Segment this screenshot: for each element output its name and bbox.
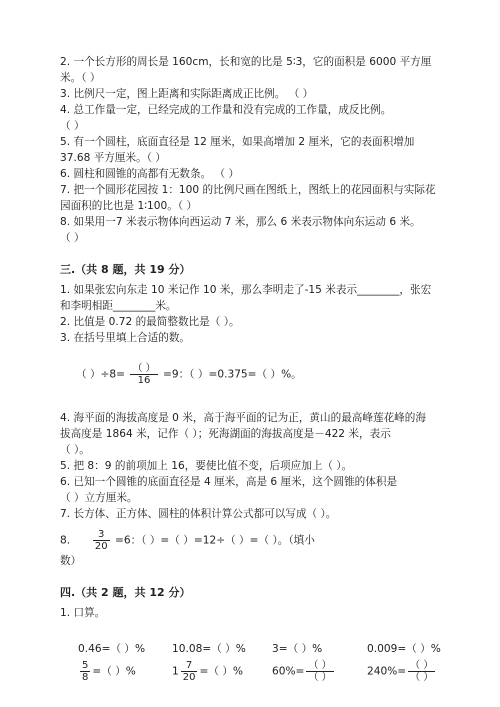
s3-q1-line1: 1. 如果张宏向东走 10 米记作 10 米，那么李明走了-15 米表示________，张宏 [60, 284, 432, 296]
oral-calc-6 [172, 660, 243, 683]
s3-q8-tail: 数） [60, 555, 82, 567]
oral-calc-8 [367, 660, 437, 683]
s3-q8-frac-den: 20 [94, 541, 108, 552]
s3-q8-frac-num: 3 [93, 529, 110, 541]
tf-item-4-line1: 4. 总工作量一定，已经完成的工作量和没有完成的工作量，成反比例。 [60, 104, 392, 116]
s3-q3-part1: （ ）÷8= [76, 368, 126, 381]
oral-calc-5-rest: =（ ）% [92, 665, 136, 678]
oral-calc-5 [78, 660, 136, 683]
s3-q3-fraction [130, 363, 157, 386]
s3-q4-line2: 拔高度是 1864 米，记作（ ）；死海湖面的海拔高度是－422 米，表示 [60, 428, 391, 440]
s3-q8-fraction [93, 529, 110, 552]
s3-q6-line2: （ ）立方厘米。 [60, 492, 138, 504]
s3-q3-frac-den: 16 [137, 375, 151, 386]
oral-calc-7-fraction [306, 660, 333, 683]
s3-q8-label: 8. [60, 534, 71, 547]
oral-calc-4: 0.009=（ ）% [367, 643, 441, 655]
s3-q4-line3: （ ）。 [60, 444, 90, 456]
section3-heading: 三.（共 8 题，共 19 分） [60, 263, 191, 276]
tf-item-2-line1: 2. 一个长方形的周长是 160cm，长和宽的比是 5∶3，它的面积是 6000 平方厘 [60, 56, 432, 68]
tf-item-8-line1: 8. 如果用一7 米表示物体向西运动 7 米，那么 6 米表示物体向东运动 6 米。 [60, 216, 421, 228]
oral-calc-6-den: 20 [182, 672, 196, 683]
oral-calc-3: 3=（ ）% [272, 643, 323, 655]
tf-item-7-line2: 园面积的比也是 1∶100。（ ） [60, 200, 198, 212]
s3-q8-rest: =6：（ ）=（ ）=12÷（ ）=（ ）。（填小 [114, 534, 315, 547]
section4-heading: 四.（共 2 题，共 12 分） [60, 586, 191, 599]
s3-q4-line1: 4. 海平面的海拔高度是 0 米，高于海平面的记为正，黄山的最高峰莲花峰的海 [60, 412, 426, 424]
s3-q6-line1: 6. 已知一个圆锥的底面直径是 4 厘米，高是 6 厘米，这个圆锥的体积是 [60, 476, 398, 488]
oral-calc-7-den: （ ） [308, 672, 332, 683]
oral-calc-6-whole: 1 [172, 665, 179, 678]
oral-calc-6-fraction [181, 660, 198, 683]
s3-q3-equation [76, 363, 302, 386]
oral-calc-5-den: 8 [82, 672, 89, 683]
s3-q2: 2. 比值是 0.72 的最简整数比是（ ）。 [60, 316, 240, 328]
oral-calc-2: 10.08=（ ）% [172, 643, 246, 655]
tf-item-7-line1: 7. 把一个圆形花园按 1：100 的比例尺画在图纸上，图纸上的花园面积与实际花 [60, 184, 436, 196]
s3-q1-line2: 和李明相距________米。 [60, 300, 177, 312]
oral-calc-5-num: 5 [82, 660, 89, 671]
oral-calc-8-left: 240%= [367, 665, 407, 678]
s4-q1: 1. 口算。 [60, 607, 106, 619]
tf-item-5-line2: 37.68 平方厘米。（ ） [60, 152, 166, 164]
tf-item-4-line2: （ ） [60, 120, 85, 132]
tf-item-5-line1: 5. 有一个圆柱，底面直径是 12 厘米，如果高增加 2 厘米，它的表面积增加 [60, 136, 415, 148]
oral-calc-6-num: 7 [181, 660, 198, 672]
tf-item-3: 3. 比例尺一定，图上距离和实际距离成正比例。 （ ） [60, 88, 314, 100]
oral-calc-8-num: （ ） [410, 660, 434, 671]
tf-item-6: 6. 圆柱和圆锥的高都有无数条。 （ ） [60, 168, 240, 180]
oral-calc-6-rest: =（ ）% [199, 665, 243, 678]
s3-q3: 3. 在括号里填上合适的数。 [60, 332, 191, 344]
oral-calc-5-fraction [80, 660, 90, 683]
oral-calc-8-fraction [408, 660, 435, 683]
oral-calc-1: 0.46=（ ）% [78, 643, 146, 655]
s3-q5: 5. 把 8：9 的前项加上 16，要使比值不变，后项应加上（ ）。 [60, 460, 353, 472]
s3-q3-frac-num: （ ） [132, 363, 156, 374]
tf-item-8-line2: （ ） [60, 232, 85, 244]
tf-item-2-line2: 米。（ ） [60, 72, 101, 84]
s3-q7: 7. 长方体、正方体、圆柱的体积计算公式都可以写成（ ）。 [60, 508, 337, 520]
oral-calc-8-den: （ ） [410, 672, 434, 683]
s3-q3-part3: =9：（ ）=0.375=（ ）%。 [163, 368, 302, 381]
oral-calc-7-left: 60%= [272, 665, 305, 678]
s3-q8-line1 [60, 529, 315, 552]
oral-calc-7 [272, 660, 336, 683]
oral-calc-7-num: （ ） [308, 660, 332, 671]
